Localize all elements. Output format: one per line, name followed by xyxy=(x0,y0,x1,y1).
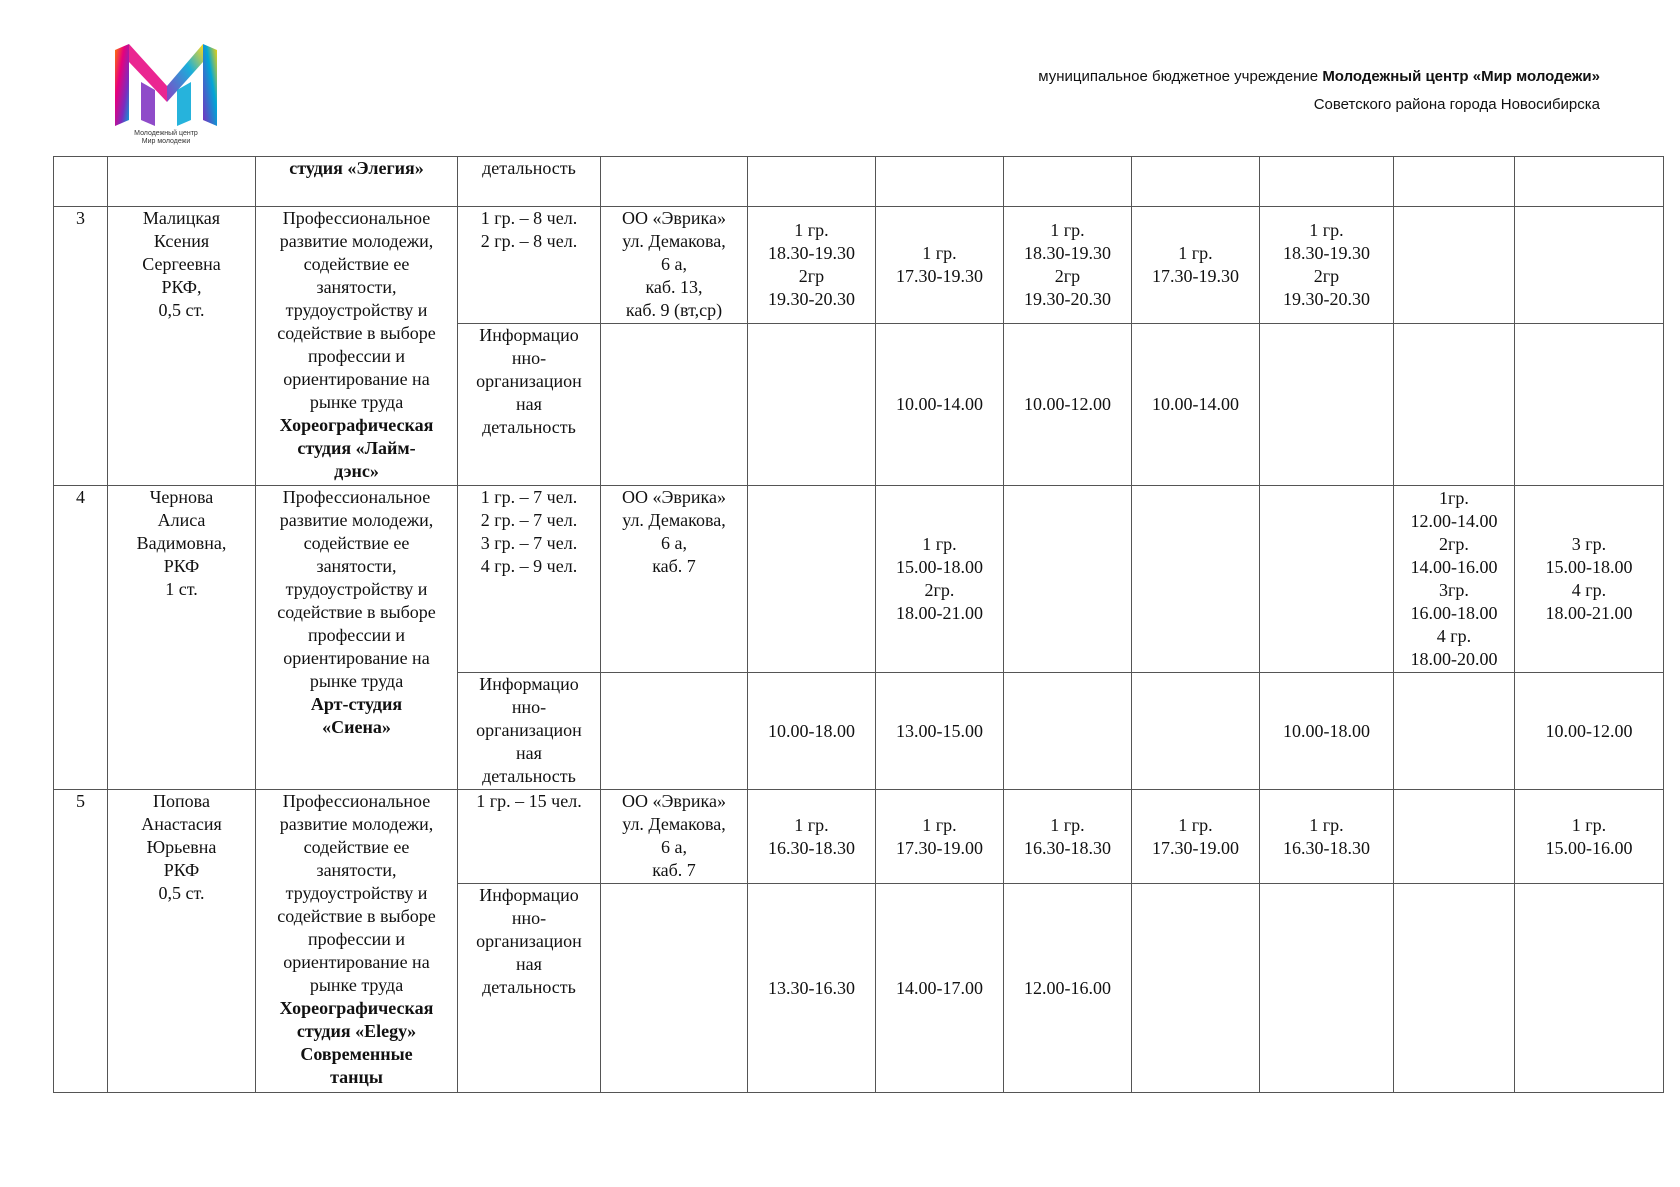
schedule-cell xyxy=(1394,884,1515,1093)
schedule-cell: 1 гр. 16.30-18.30 xyxy=(1004,790,1132,884)
schedule-cell xyxy=(1260,884,1394,1093)
schedule-cell xyxy=(1004,673,1132,790)
location-cell: ОО «Эврика» ул. Демакова, 6 а, каб. 7 xyxy=(601,486,748,673)
schedule-cell: 10.00-12.00 xyxy=(1515,673,1664,790)
schedule-cell xyxy=(1515,157,1664,207)
organization-district: Советского района города Новосибирска xyxy=(1313,96,1600,113)
schedule-cell: 1 гр. 18.30-19.30 2гр 19.30-20.30 xyxy=(748,207,876,324)
studio-name: студия «Элегия» xyxy=(289,158,424,178)
schedule-cell: 1 гр. 18.30-19.30 2гр 19.30-20.30 xyxy=(1004,207,1132,324)
schedule-cell xyxy=(1132,884,1260,1093)
schedule-cell xyxy=(1004,157,1132,207)
groups-cell: Информацио нно- организацион ная детальность xyxy=(458,673,601,790)
schedule-cell: 1 гр. 16.30-18.30 xyxy=(1260,790,1394,884)
employee-name: Малицкая Ксения Сергеевна РКФ, 0,5 ст. xyxy=(108,207,256,486)
row-number xyxy=(54,157,108,207)
organization-line xyxy=(1038,68,1600,85)
schedule-cell: 1 гр. 15.00-18.00 2гр. 18.00-21.00 xyxy=(876,486,1004,673)
schedule-cell xyxy=(1132,673,1260,790)
schedule-cell xyxy=(1515,884,1664,1093)
schedule-cell xyxy=(1004,486,1132,673)
row-number: 3 xyxy=(54,207,108,486)
schedule-cell: 1 гр. 18.30-19.30 2гр 19.30-20.30 xyxy=(1260,207,1394,324)
program-text: Профессиональное развитие молодежи, содействие ее занятости, трудоустройству и содействие в выборе профессии и ориентирование на рынке труда xyxy=(277,487,436,691)
logo-caption: Молодежный центр Мир молодежи xyxy=(134,130,198,145)
groups-cell: Информацио нно- организацион ная детальность xyxy=(458,884,601,1093)
schedule-cell xyxy=(1260,324,1394,486)
schedule-cell: 12.00-16.00 xyxy=(1004,884,1132,1093)
schedule-cell: 1 гр. 17.30-19.30 xyxy=(876,207,1004,324)
schedule-cell: 1гр. 12.00-14.00 2гр. 14.00-16.00 3гр. 16.00-18.00 4 гр. 18.00-20.00 xyxy=(1394,486,1515,673)
schedule-table xyxy=(53,156,1664,1093)
location-cell: ОО «Эврика» ул. Демакова, 6 а, каб. 7 xyxy=(601,790,748,884)
schedule-cell xyxy=(748,324,876,486)
program-description xyxy=(256,790,458,1093)
schedule-cell: 13.00-15.00 xyxy=(876,673,1004,790)
schedule-cell xyxy=(1394,157,1515,207)
schedule-cell xyxy=(748,157,876,207)
employee-name xyxy=(108,157,256,207)
schedule-cell: 1 гр. 15.00-16.00 xyxy=(1515,790,1664,884)
employee-name: Попова Анастасия Юрьевна РКФ 0,5 ст. xyxy=(108,790,256,1093)
location-cell xyxy=(601,324,748,486)
groups-cell: детальность xyxy=(458,157,601,207)
program-description xyxy=(256,486,458,790)
schedule-cell xyxy=(1132,486,1260,673)
schedule-cell: 10.00-18.00 xyxy=(1260,673,1394,790)
employee-name: Чернова Алиса Вадимовна, РКФ 1 ст. xyxy=(108,486,256,790)
schedule-cell: 1 гр. 16.30-18.30 xyxy=(748,790,876,884)
groups-cell: 1 гр. – 15 чел. xyxy=(458,790,601,884)
row-number: 4 xyxy=(54,486,108,790)
table-row xyxy=(54,157,1664,207)
logo-mark-icon xyxy=(111,42,221,132)
schedule-cell xyxy=(1394,673,1515,790)
groups-cell: 1 гр. – 8 чел. 2 гр. – 8 чел. xyxy=(458,207,601,324)
schedule-cell: 14.00-17.00 xyxy=(876,884,1004,1093)
studio-name: Арт-студия «Сиена» xyxy=(310,694,403,737)
location-cell xyxy=(601,673,748,790)
schedule-cell xyxy=(1394,790,1515,884)
schedule-cell: 10.00-12.00 xyxy=(1004,324,1132,486)
schedule-cell xyxy=(876,157,1004,207)
schedule-cell xyxy=(1515,324,1664,486)
schedule-cell xyxy=(1394,207,1515,324)
program-text: Профессиональное развитие молодежи, содействие ее занятости, трудоустройству и содействие в выборе профессии и ориентирование на рынке труда xyxy=(277,791,436,995)
location-cell xyxy=(601,884,748,1093)
table-row xyxy=(54,207,1664,324)
studio-name: Хореографическая студия «Elegy» Современные танцы xyxy=(279,998,434,1087)
schedule-cell: 10.00-18.00 xyxy=(748,673,876,790)
groups-cell: 1 гр. – 7 чел. 2 гр. – 7 чел. 3 гр. – 7 чел. 4 гр. – 9 чел. xyxy=(458,486,601,673)
studio-name: Хореографическая студия «Лайм- дэнс» xyxy=(279,415,434,481)
program-text: Профессиональное развитие молодежи, содействие ее занятости, трудоустройству и содействие в выборе профессии и ориентирование на рынке труда xyxy=(277,208,436,412)
schedule-cell: 13.30-16.30 xyxy=(748,884,876,1093)
schedule-cell xyxy=(748,486,876,673)
schedule-cell: 3 гр. 15.00-18.00 4 гр. 18.00-21.00 xyxy=(1515,486,1664,673)
program-description xyxy=(256,157,458,207)
schedule-cell: 10.00-14.00 xyxy=(1132,324,1260,486)
logo xyxy=(111,42,221,150)
schedule-cell xyxy=(1260,486,1394,673)
schedule-cell xyxy=(1260,157,1394,207)
organization-prefix: муниципальное бюджетное учреждение xyxy=(1038,68,1323,85)
schedule-cell xyxy=(1515,207,1664,324)
program-description xyxy=(256,207,458,486)
table-row xyxy=(54,790,1664,884)
table-row xyxy=(54,486,1664,673)
schedule-cell xyxy=(1132,157,1260,207)
schedule-table-body xyxy=(54,157,1664,1093)
location-cell: ОО «Эврика» ул. Демакова, 6 а, каб. 13, каб. 9 (вт,ср) xyxy=(601,207,748,324)
groups-cell: Информацио нно- организацион ная детальность xyxy=(458,324,601,486)
organization-name: Молодежный центр «Мир молодежи» xyxy=(1322,68,1600,85)
schedule-cell xyxy=(1394,324,1515,486)
location-cell xyxy=(601,157,748,207)
schedule-cell: 1 гр. 17.30-19.30 xyxy=(1132,207,1260,324)
row-number: 5 xyxy=(54,790,108,1093)
schedule-cell: 1 гр. 17.30-19.00 xyxy=(1132,790,1260,884)
schedule-cell: 1 гр. 17.30-19.00 xyxy=(876,790,1004,884)
schedule-cell: 10.00-14.00 xyxy=(876,324,1004,486)
